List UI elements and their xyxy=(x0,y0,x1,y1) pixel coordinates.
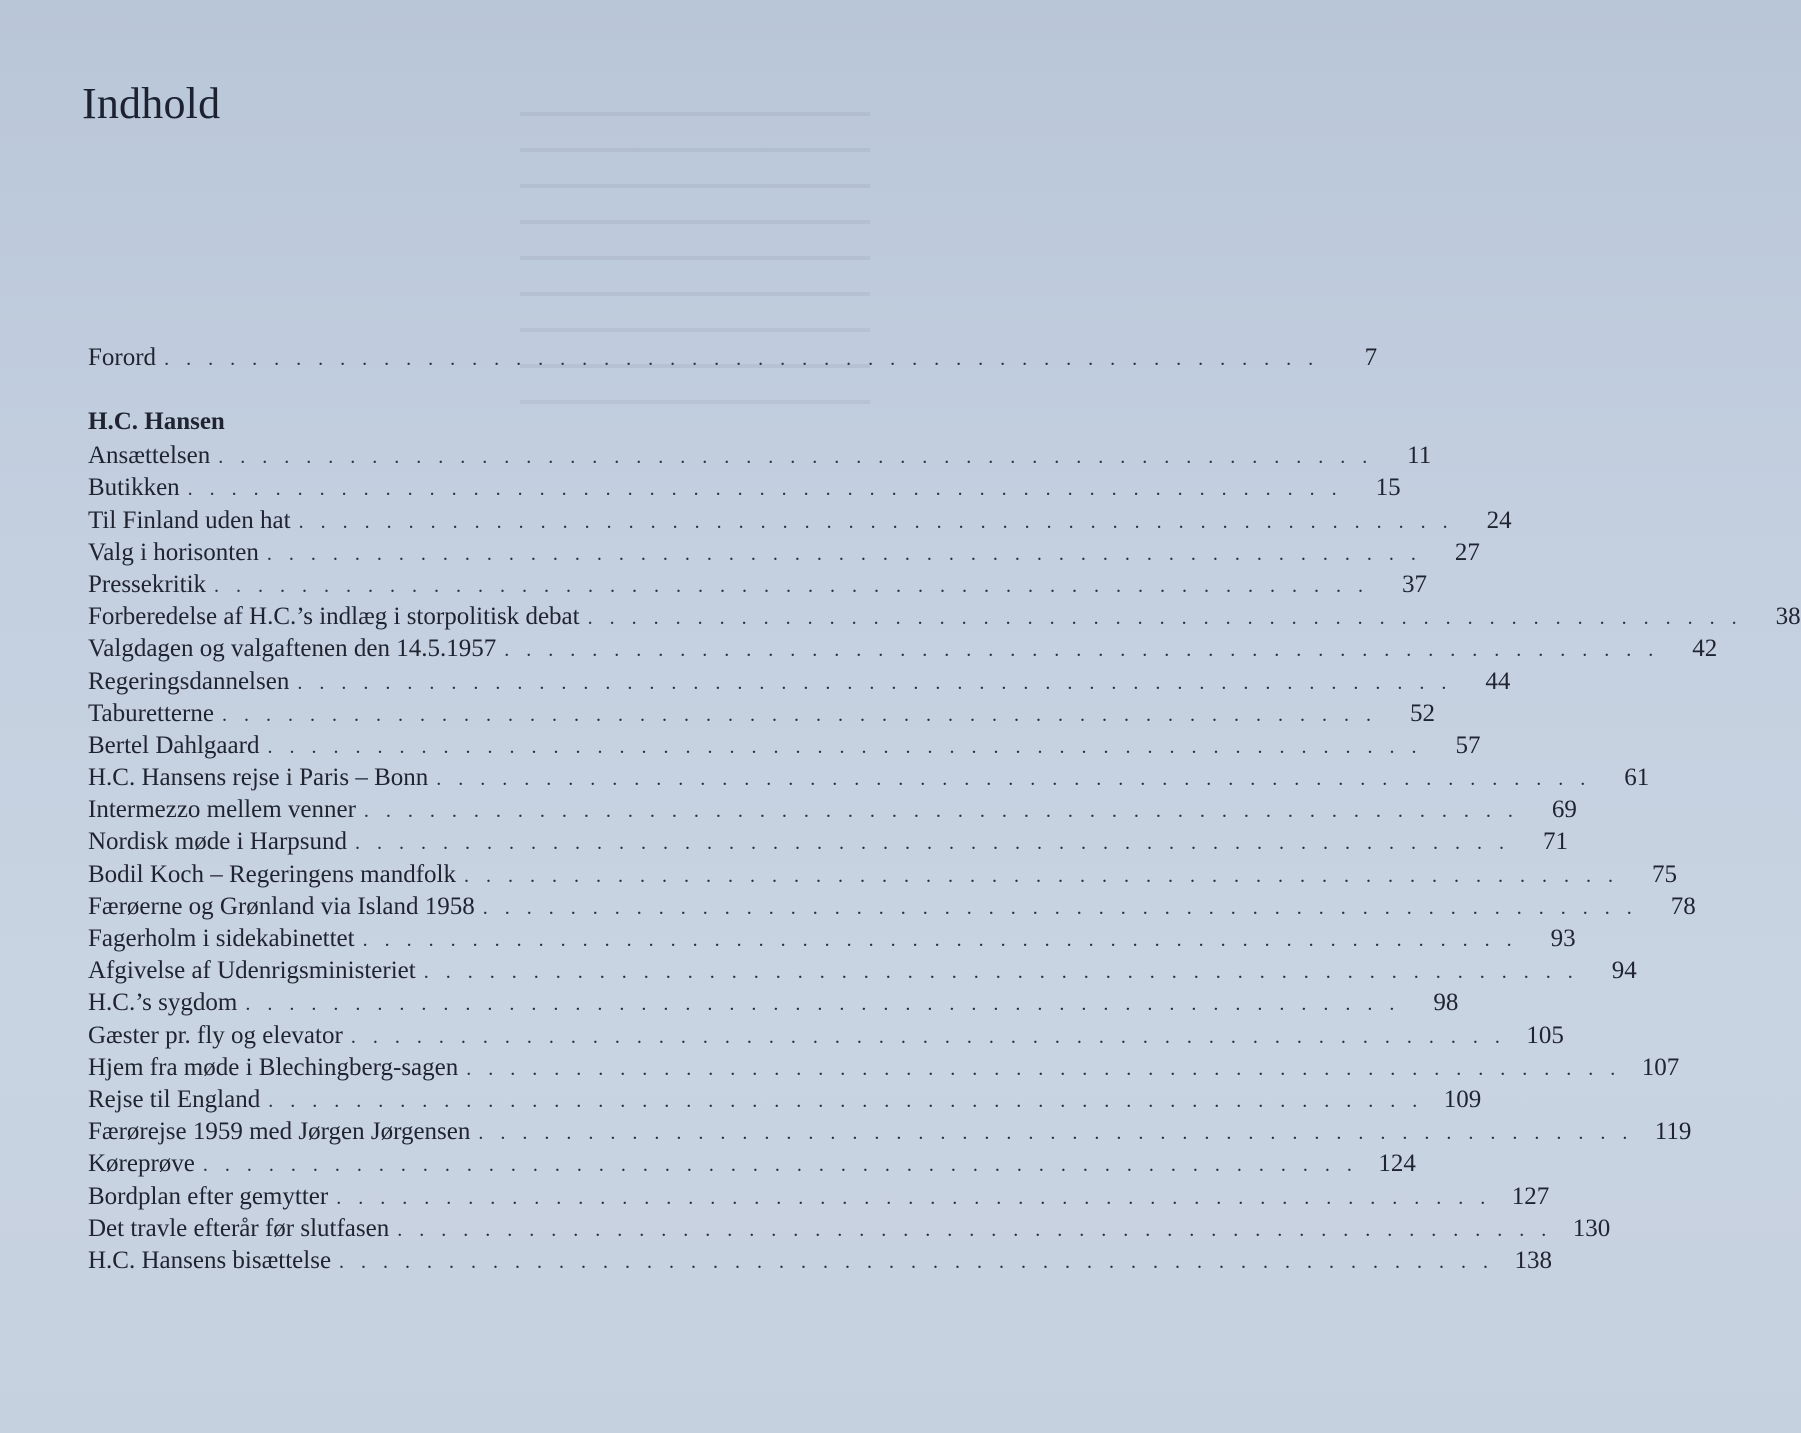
toc-entry-label: Færøerne og Grønland via Island 1958 xyxy=(88,892,475,920)
dot-leader: . . . . . . . . . . . . . . . . . . . . . . . . . . . . . . . . . . . . . . . . . . . . . . . . . . . . . xyxy=(164,348,1320,370)
toc-entry-label: Rejse til England xyxy=(88,1085,261,1113)
toc-page-number: 57 xyxy=(1455,731,1481,759)
toc-page-number: 11 xyxy=(1407,442,1432,470)
toc-page-number: 38 xyxy=(1775,603,1801,631)
toc-page-number: 127 xyxy=(1511,1182,1550,1210)
section-heading: H.C. Hansen xyxy=(88,408,225,436)
toc-page-number: 109 xyxy=(1443,1085,1482,1113)
toc-entry[interactable] xyxy=(88,633,1718,665)
dot-leader: . . . . . . . . . . . . . . . . . . . . . . . . . . . . . . . . . . . . . . . . . . . . . . . . . . . . . xyxy=(355,832,1510,855)
toc-page-number: 105 xyxy=(1526,1021,1564,1049)
toc-entry-label: Køreprøve xyxy=(88,1150,195,1178)
toc-entry[interactable] xyxy=(88,1116,1692,1148)
toc-page-number: 15 xyxy=(1375,474,1401,502)
toc-page-number: 75 xyxy=(1652,860,1677,888)
dot-leader: . . . . . . . . . . . . . . . . . . . . . . . . . . . . . . . . . . . . . . . . . . . . . . . . . . . . . xyxy=(397,1218,1553,1241)
dot-leader: . . . . . . . . . . . . . . . . . . . . . . . . . . . . . . . . . . . . . . . . . . . . . . . . . . . . . xyxy=(436,768,1592,791)
toc-page-number: 69 xyxy=(1551,796,1577,824)
toc-entry[interactable] xyxy=(88,826,1568,858)
toc-page-number: 52 xyxy=(1409,699,1435,727)
toc-page-number: 98 xyxy=(1433,989,1459,1017)
toc-entry[interactable] xyxy=(88,601,1801,633)
toc-entry-label: Bordplan efter gemytter xyxy=(88,1182,329,1210)
toc-page-number: 44 xyxy=(1485,667,1511,695)
toc-entry-label: Valgdagen og valgaftenen den 14.5.1957 xyxy=(88,635,497,663)
toc-entry-label: Fagerholm i sidekabinettet xyxy=(88,925,355,952)
toc-entry[interactable] xyxy=(88,730,1481,762)
toc-entry[interactable] xyxy=(88,794,1577,826)
toc-entry[interactable] xyxy=(88,891,1696,923)
toc-entry[interactable] xyxy=(88,987,1459,1019)
toc-entry-label: Forberedelse af H.C.’s indlæg i storpolitisk debat xyxy=(88,603,580,631)
toc-entry[interactable] xyxy=(88,1181,1550,1213)
toc-entry[interactable] xyxy=(88,1084,1482,1116)
toc-entry[interactable] xyxy=(88,698,1435,730)
dot-leader: . . . . . . . . . . . . . . . . . . . . . . . . . . . . . . . . . . . . . . . . . . . . . . . . . . . . . xyxy=(268,1089,1424,1112)
toc-entry-label: H.C.’s sygdom xyxy=(88,989,238,1017)
toc-entry-label: Gæster pr. fly og elevator xyxy=(88,1021,343,1049)
toc-entry-list xyxy=(88,440,1801,1277)
toc-page-number: 119 xyxy=(1654,1118,1692,1146)
toc-entry[interactable] xyxy=(88,1052,1680,1084)
dot-leader: . . . . . . . . . . . . . . . . . . . . . . . . . . . . . . . . . . . . . . . . . . . . . . . . . . . . . xyxy=(482,896,1638,919)
toc-entry-label: Hjem fra møde i Blechingberg-sagen xyxy=(88,1053,459,1081)
toc-page-number: 27 xyxy=(1454,538,1480,566)
toc-entry[interactable] xyxy=(88,762,1650,794)
toc-page-number: 78 xyxy=(1670,892,1696,920)
dot-leader: . . . . . . . . . . . . . . . . . . . . . . . . . . . . . . . . . . . . . . . . . . . . . . . . . . . . . xyxy=(214,574,1370,597)
dot-leader: . . . . . . . . . . . . . . . . . . . . . . . . . . . . . . . . . . . . . . . . . . . . . . . . . . . . . xyxy=(362,929,1518,951)
table-of-contents xyxy=(88,342,1801,1277)
toc-page-number: 94 xyxy=(1611,957,1637,985)
dot-leader: . . . . . . . . . . . . . . . . . . . . . . . . . . . . . . . . . . . . . . . . . . . . . . . . . . . . . xyxy=(218,446,1374,469)
toc-entry[interactable] xyxy=(88,505,1512,537)
toc-entry-label: Forord xyxy=(88,344,157,371)
toc-entry-label: Taburetterne xyxy=(88,699,214,727)
dot-leader: . . . . . . . . . . . . . . . . . . . . . . . . . . . . . . . . . . . . . . . . . . . . . . . . . . . . . xyxy=(266,542,1422,565)
toc-entry-label: Det travle efterår før slutfasen xyxy=(88,1214,390,1242)
dot-leader: . . . . . . . . . . . . . . . . . . . . . . . . . . . . . . . . . . . . . . . . . . . . . . . . . . . . . xyxy=(202,1154,1358,1177)
toc-entry-label: H.C. Hansens bisættelse xyxy=(88,1246,332,1274)
dot-leader: . . . . . . . . . . . . . . . . . . . . . . . . . . . . . . . . . . . . . . . . . . . . . . . . . . . . . xyxy=(587,607,1743,630)
dot-leader: . . . . . . . . . . . . . . . . . . . . . . . . . . . . . . . . . . . . . . . . . . . . . . . . . . . . . xyxy=(187,478,1343,501)
toc-entry[interactable] xyxy=(88,1213,1611,1245)
toc-page-number: 107 xyxy=(1641,1053,1680,1081)
toc-page-number: 130 xyxy=(1572,1214,1611,1242)
toc-entry-label: Intermezzo mellem venner xyxy=(88,796,356,824)
dot-leader: . . . . . . . . . . . . . . . . . . . . . . . . . . . . . . . . . . . . . . . . . . . . . . . . . . . . . xyxy=(298,510,1454,533)
toc-page-number: 7 xyxy=(1364,344,1378,371)
toc-entry-label: Bodil Koch – Regeringens mandfolk xyxy=(88,860,456,888)
dot-leader: . . . . . . . . . . . . . . . . . . . . . . . . . . . . . . . . . . . . . . . . . . . . . . . . . . . . . xyxy=(504,639,1660,662)
toc-page-number: 61 xyxy=(1624,764,1650,792)
toc-entry-label: Ansættelsen xyxy=(88,442,211,470)
toc-entry-label: Regeringsdannelsen xyxy=(88,667,290,695)
dot-leader: . . . . . . . . . . . . . . . . . . . . . . . . . . . . . . . . . . . . . . . . . . . . . . . . . . . . . xyxy=(221,703,1377,726)
dot-leader: . . . . . . . . . . . . . . . . . . . . . . . . . . . . . . . . . . . . . . . . . . . . . . . . . . . . . xyxy=(466,1057,1622,1080)
dot-leader: . . . . . . . . . . . . . . . . . . . . . . . . . . . . . . . . . . . . . . . . . . . . . . . . . . . . . xyxy=(267,735,1423,758)
toc-entry-label: H.C. Hansens rejse i Paris – Bonn xyxy=(88,764,429,792)
dot-leader: . . . . . . . . . . . . . . . . . . . . . . . . . . . . . . . . . . . . . . . . . . . . . . . . . . . . . xyxy=(478,1122,1634,1145)
toc-page-number: 138 xyxy=(1514,1246,1553,1274)
toc-entry-label: Bertel Dahlgaard xyxy=(88,731,260,759)
toc-entry-label: Nordisk møde i Harpsund xyxy=(88,828,347,856)
dot-leader: . . . . . . . . . . . . . . . . . . . . . . . . . . . . . . . . . . . . . . . . . . . . . . . . . . . . . xyxy=(350,1025,1506,1048)
toc-entry-label: Butikken xyxy=(88,474,180,502)
toc-entry[interactable] xyxy=(88,923,1576,955)
page-title: Indhold xyxy=(82,79,221,128)
toc-entry-label: Til Finland uden hat xyxy=(88,506,291,534)
dot-leader: . . . . . . . . . . . . . . . . . . . . . . . . . . . . . . . . . . . . . . . . . . . . . . . . . . . . . xyxy=(245,993,1401,1016)
dot-leader: . . . . . . . . . . . . . . . . . . . . . . . . . . . . . . . . . . . . . . . . . . . . . . . . . . . . . xyxy=(297,671,1453,694)
toc-entry-forord[interactable] xyxy=(88,342,1378,374)
toc-entry[interactable] xyxy=(88,569,1428,601)
dot-leader: . . . . . . . . . . . . . . . . . . . . . . . . . . . . . . . . . . . . . . . . . . . . . . . . . . . . . xyxy=(363,800,1519,823)
toc-entry[interactable] xyxy=(88,666,1511,698)
toc-entry[interactable] xyxy=(88,955,1637,987)
toc-entry[interactable] xyxy=(88,1020,1564,1052)
toc-entry-label: Afgivelse af Udenrigsministeriet xyxy=(88,957,416,985)
toc-entry[interactable] xyxy=(88,440,1432,472)
toc-page-number: 124 xyxy=(1378,1150,1416,1178)
toc-entry[interactable] xyxy=(88,1148,1416,1180)
dot-leader: . . . . . . . . . . . . . . . . . . . . . . . . . . . . . . . . . . . . . . . . . . . . . . . . . . . . . xyxy=(339,1250,1495,1273)
dot-leader: . . . . . . . . . . . . . . . . . . . . . . . . . . . . . . . . . . . . . . . . . . . . . . . . . . . . . xyxy=(464,864,1619,887)
dot-leader: . . . . . . . . . . . . . . . . . . . . . . . . . . . . . . . . . . . . . . . . . . . . . . . . . . . . . xyxy=(423,961,1579,984)
toc-entry[interactable] xyxy=(88,859,1677,891)
toc-page-number: 37 xyxy=(1402,570,1428,598)
toc-entry-label: Færørejse 1959 med Jørgen Jørgensen xyxy=(88,1118,471,1146)
toc-page-number: 71 xyxy=(1543,828,1568,856)
dot-leader: . . . . . . . . . . . . . . . . . . . . . . . . . . . . . . . . . . . . . . . . . . . . . . . . . . . . . xyxy=(336,1186,1492,1209)
toc-entry[interactable] xyxy=(88,537,1480,569)
toc-page-number: 24 xyxy=(1486,506,1512,534)
toc-entry-label: Valg i horisonten xyxy=(88,538,259,566)
toc-page-number: 42 xyxy=(1692,635,1718,663)
toc-entry[interactable] xyxy=(88,1245,1553,1277)
toc-entry-label: Pressekritik xyxy=(88,570,207,598)
toc-entry[interactable] xyxy=(88,472,1401,504)
toc-page-number: 93 xyxy=(1550,925,1576,952)
